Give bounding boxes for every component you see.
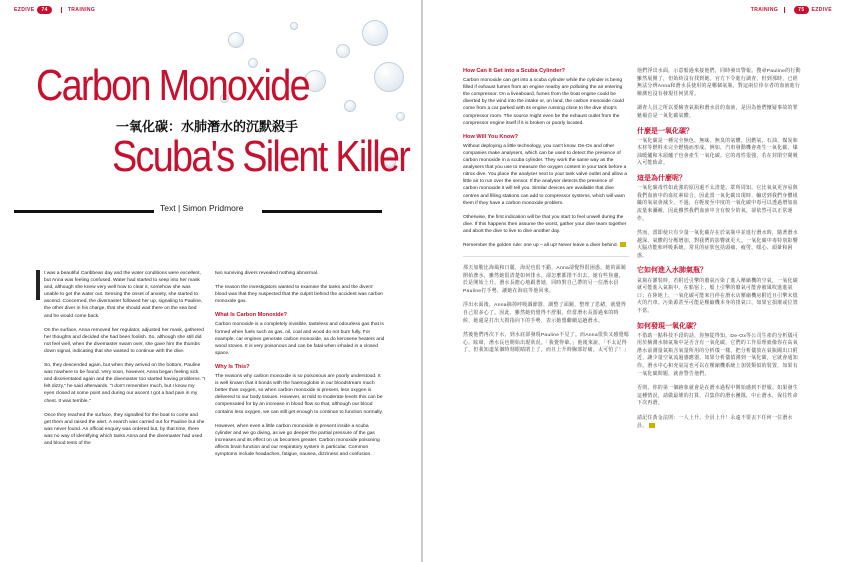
paragraph: t was a beautiful Caribbean day and the water conditions were excellent, but Anna was feeling confused. Water had started to seep into her mask and, although she knew very well how to clear it, somehow she was unable to get the water out. Sensing the onset of anxiety, she started to ascend. Concerned, the divemaster followed her up, signaling to Pauline, the other diver in his charge, that she should wait there on the sea bed and he would come back. xyxy=(44,271,203,319)
left-page xyxy=(0,0,421,562)
end-mark-icon xyxy=(649,423,655,428)
paragraph: The reasons why carbon monoxide is so poisonous are poorly understood. It is well known that it bonds with the haemoglobin in our bloodstream much better than oxygen, so when carbon monoxide is present, less oxygen is delivered to our body tissues. However, at mild to moderate levels this can be compensated for by an increase in blood flow so that, although our blood contains less oxygen, we can still get enough to continue to function normally. xyxy=(215,374,383,415)
bubble-decoration xyxy=(396,112,405,121)
article-column-4 xyxy=(637,68,803,437)
section-heading-chinese: 這是為什麼呢？ xyxy=(637,175,686,183)
article-title-line1: Carbon Monoxide xyxy=(36,61,309,110)
paragraph-chinese: 不借助一點科技手段的話，你無從得知。De-Ox等公司生產的分析儀可用於檢測水肺氣瓶中是否含有一氧化碳。它們的工作原理就像你在高氧潛水前測量氣瓶含氧量所用的分析儀一樣。把分析儀放在氣瓶閥出口附近，讓少量空氣流過感應器。如果分析儀偵測到一氧化碳，它就會通知你。潛水中心和充氣站也可以在壓縮機系統上加裝類似的裝置，如果有一氧化碳問題，就會警告他們。 xyxy=(637,333,798,377)
paragraph: However, when even a little carbon monoxide is present inside a scuba cylinder and we go diving, as we go deeper the partial pressure of the gas increases and its effect on us becomes greater. Carbon monoxide poisoning affects brain function and our respiratory system in particular. Common symptoms include headaches, fatigue, nausea, dizziness and confusion. xyxy=(215,423,380,457)
closing-line: Remember the golden rule: one up – all up! Never leave a diver behind. xyxy=(463,242,618,248)
paragraph-chinese: 那天加勒比海風和日麗，海況也很不錯，Anna卻覺得很困惑。她的面鏡開始滲水，雖然她很清楚如何排水，卻怎麼都排不出去。她有些焦慮，於是開始上升。潛水長擔心地跟著她，同時對自己帶的另一位潛水員Pauline打手勢，讓她在海底等他回來。 xyxy=(463,266,627,294)
bubble-decoration xyxy=(290,22,298,30)
bubble-decoration xyxy=(374,62,404,92)
section-name: TRAINING xyxy=(67,7,96,13)
section-heading-chinese: 如何發現一氧化碳？ xyxy=(637,322,700,330)
article-title-line2: Scuba's Silent Killer xyxy=(112,132,410,181)
right-page xyxy=(423,0,846,562)
bubble-decoration xyxy=(228,32,244,48)
paragraph: Carbon monoxide is a completely invisible, tasteless and odourless gas that is formed when fuels such as gas, oil, coal and wood do not burn fully. For example, car engines generate carbon monoxide, as do kerosene heaters and wood stoves. It is very poisonous and can be fatal when inhaled in a closed space. xyxy=(215,322,385,356)
paragraph: Otherwise, the first indication will be that you start to feel unwell during the dive. If this happens then assume the worst, gather your dive team together and abort the dive to live to dive another day. xyxy=(463,214,627,234)
paragraph-chinese: 一氧化碳毒性如此強的原因還不太清楚。眾所周知，它比氧氣更容易與我們血液中的血紅素結合，因此當一氧化碳出現時，輸送到我們身體組織的氧氣會減少。不過，在輕度至中度的一氧化碳中毒可以透過增加血流量來彌補，因此雖然我們血液中含有較少的氧，卻依然可以正常運作。 xyxy=(637,186,798,222)
page-number: 74 xyxy=(37,6,51,14)
section-heading: How Can It Get into a Scuba Cylinder? xyxy=(463,68,565,74)
bubble-decoration xyxy=(336,44,350,58)
byline-rule-left xyxy=(14,210,154,213)
paragraph: On the surface, Anna removed her regulator, adjusted her mask, gathered her thoughts and decided she had been foolish. So, although she still did not feel well, when the divemaster swam over, she gave him the thumbs down signal, indicating that she wanted to continue with the dive. xyxy=(44,327,204,354)
section-heading-chinese: 它如何進入水肺氣瓶？ xyxy=(637,267,707,275)
paragraph-chinese: 氣瓶在灌裝時，若附近引擎的廢氣污染了進入壓縮機的空氣，一氧化碳就可能進入氣瓶中。在船宿上，船上引擎的廢氣可能會被風吹進進氣口；在陸地上，一氧化碳可能來自停在潛水店壓縮機房附近且引擎未熄火的汽車。污染源甚至可能是壓縮機本身的排氣口，如果它損壞或位置不當。 xyxy=(637,278,798,314)
brand-name: EZDIVE xyxy=(14,7,35,13)
paragraph: two surviving divers revealed nothing abnormal. xyxy=(215,271,319,276)
article-column-3 xyxy=(463,68,629,362)
end-mark-icon xyxy=(620,242,626,247)
section-heading: What Is Carbon Monoxide? xyxy=(215,312,288,319)
section-name: TRAINING xyxy=(750,7,779,13)
paragraph: The reason the investigators wanted to examine the tanks and the divers' blood was that they suspected that the culprit behind the accident was carbon monoxide gas. xyxy=(215,285,384,305)
paragraph-chinese: 然而，當即使只有少量一氧化碳存在於氣瓶中並進行潛水時，隨著潛水越深，氣體的分壓增加，對我們的影響就更大。一氧化碳中毒特別影響大腦功能和呼吸系統。常見的症狀包括頭痛、疲勞、噁心、頭暈和困惑。 xyxy=(637,231,798,259)
paragraph-chinese: 然後他們再次下水，到水底卻發現Pauline不見了。而Anna很快又感覺噁心、眩暈，潛水長也開始出現狀況。「我覺得暈。」他後來說，「不太記得了，但我知道某個時刻眼睛閉上了，而且上升時胸部好痛，太可怕了！」 xyxy=(463,333,630,354)
bubble-decoration xyxy=(362,20,388,46)
closing-line-chinese: 請記住黃金法則：一人上升，全員上升！永遠不要丟下任何一位潛水員。 xyxy=(637,415,793,429)
article-column-1 xyxy=(36,270,206,454)
paragraph-chinese: 否則，你的第一個跡象就會是在潛水過程中開始感到不舒服。如果發生這種情況，請做最壞的打算，召集你的潛水團隊，中止潛水，保住性命下次再潛。 xyxy=(637,386,798,407)
paragraph-chinese: 他們浮出水面，示意船過來接他們，同時發出警報。搜尋Pauline的行動雖然展開了，但始終沒有找到她。官方下令進行調查，但到那時，已經無法分辨Anna和潛水長使用的是哪個氣瓶，對這兩位倖存者的血液進行檢測也沒有發現任何異常。 xyxy=(637,69,801,97)
paragraph-chinese xyxy=(637,415,803,430)
paragraph-chinese: 一氧化碳是一種完全無色、無味、無臭的氣體，因燃氣、石油、煤炭和木材等燃料未完全燃燒而形成。例如，汽車發動機會產生一氧化碳，煤油暖爐和木頭爐子也會產生一氧化碳。它的毒性很強，若在封閉空間吸入可能致命。 xyxy=(637,138,798,167)
section-heading-chinese: 什麼是一氧化碳？ xyxy=(637,127,693,135)
paragraph-chinese: 調查人員之所以要檢查氣瓶和潛水員的血液，是因為他們懷疑事故的罪魁禍首是一氧化碳氣體。 xyxy=(637,106,798,119)
paragraph xyxy=(463,242,629,249)
paragraph-chinese: 浮出水面後，Anna摘掉呼吸調節器，調整了面鏡，整理了思緒，就覺得自己很多心了。因此，雖然她仍覺得不舒服，但當潛水長游過來的時候，她還是打出大拇指向下的手勢，表示她想繼續這趟潛水。 xyxy=(463,303,627,324)
byline-rule-right xyxy=(262,210,382,213)
header-separator xyxy=(784,7,785,13)
left-header xyxy=(14,6,95,14)
right-header xyxy=(751,6,832,14)
article-column-2 xyxy=(215,270,385,465)
article-subtitle-chinese: 一氧化碳：水肺潛水的沉默殺手 xyxy=(116,120,299,135)
byline: Text | Simon Pridmore xyxy=(160,203,244,213)
page-number: 75 xyxy=(794,6,808,14)
section-heading: Why Is This? xyxy=(215,363,250,370)
paragraph: Without deploying a little technology, you can't know. De-Ox and other companies make analysers, which can be used to detect the presence of carbon monoxide in a scuba cylinder. They work the same way as the analysers that you use to measure the oxygen content in your tank before a nitrox dive. You place the analyser next to your tank valve outlet and allow a little air to run over the sensor. If the analyser detects the presence of carbon monoxide it will tell you. Similar devices are available that dive centres and filling stations can add to compressor systems, which will warn them if they have a carbon monoxide problem. xyxy=(463,143,627,206)
divider xyxy=(463,256,629,257)
paragraph: Carbon monoxide can get into a scuba cylinder while the cylinder is being filled if exhaust fumes from an engine nearby are polluting the air entering the compressor. On a liveaboard, fumes from the boat engine could be diverted by the wind into the intake or, on land, the carbon monoxide could come from a car parked with its engine running close to the dive shop's compressor room. The source might even be the exhaust outlet from the compressor engine itself if it is broken or poorly located. xyxy=(463,78,624,126)
paragraph: So, they descended again, but when they arrived on the bottom, Pauline was nowhere to be found. Very soon, however, Anna began feeling sick and disorientated again and the divemaster too started having problems. "I felt dizzy," he said afterwards. "I don't remember much, but I know my eyes closed at some point and during our ascent I got a bad pain in my chest. It was terrible." xyxy=(44,363,206,404)
paragraph: Once they reached the surface, they signalled for the boat to come and get them and raised the alert. A search was carried out for Pauline but she was never found. An official enquiry was ordered but, by that time, there was no way of identifying which tanks Anna and the divemaster had used and blood tests of the xyxy=(44,412,205,446)
bubble-decoration xyxy=(344,100,356,112)
section-heading: How Will You Know? xyxy=(463,133,519,140)
header-separator xyxy=(61,7,62,13)
brand-name: EZDIVE xyxy=(811,7,832,13)
